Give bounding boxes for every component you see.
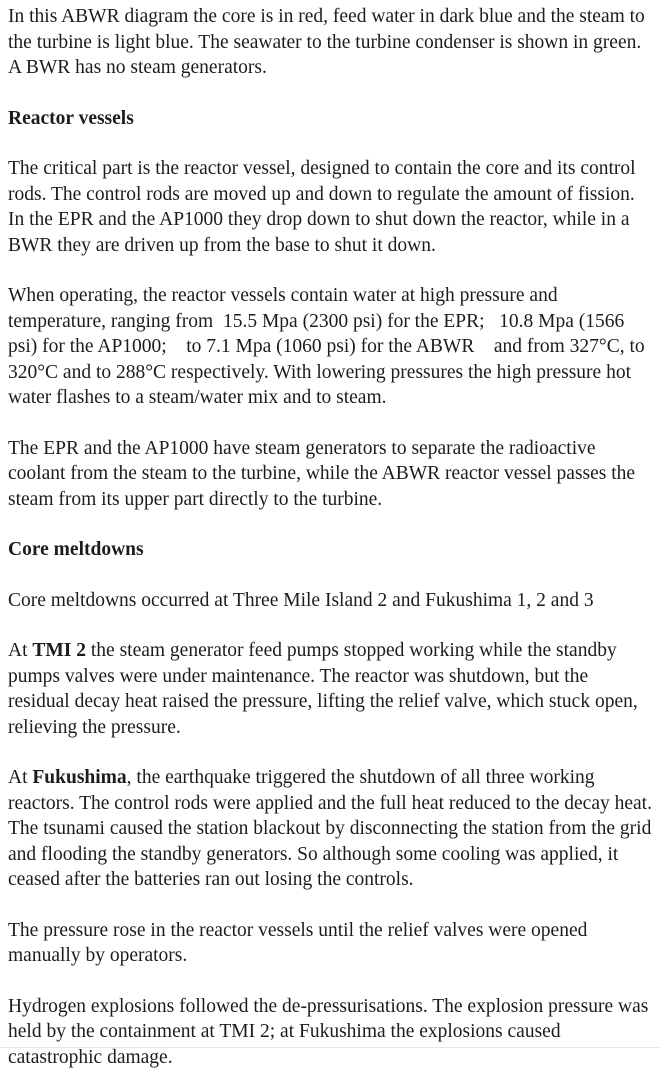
steam-generators-paragraph: The EPR and the AP1000 have steam generators to separate the radioactive coolant from the steam to the turbine, while the ABWR reactor vessel passes the steam from its upper part directly to the turbine. xyxy=(8,436,652,513)
fukushima-paragraph-prefix: At xyxy=(8,767,32,788)
fukushima-paragraph xyxy=(8,765,652,893)
hydrogen-explosions-paragraph: Hydrogen explosions followed the de-pressurisations. The explosion pressure was held by the containment at TMI 2; at Fukushima the explosions caused catastrophic damage. xyxy=(8,994,652,1070)
meltdown-locations-paragraph: Core meltdowns occurred at Three Mile Island 2 and Fukushima 1, 2 and 3 xyxy=(8,588,652,614)
tmi2-bold-term: TMI 2 xyxy=(32,640,86,661)
intro-paragraph: In this ABWR diagram the core is in red, feed water in dark blue and the steam to the turbine is light blue. The seawater to the turbine condenser is shown in green. A BWR has no steam generators. xyxy=(8,4,652,81)
tmi2-paragraph-prefix: At xyxy=(8,640,32,661)
operating-conditions-paragraph: When operating, the reactor vessels contain water at high pressure and temperature, ranging from 15.5 Mpa (2300 psi) for the EPR; 10.8 Mpa (1566 psi) for the AP1000; to 7.1 Mpa (1060 psi) for the ABWR and from 327°C, to 320°C and to 288°C respectively. With lowering pressures the high pressure hot water flashes to a steam/water mix and to steam. xyxy=(8,283,652,411)
tmi2-paragraph xyxy=(8,638,652,740)
pressure-rise-paragraph: The pressure rose in the reactor vessels until the relief valves were opened manually by operators. xyxy=(8,918,652,969)
fukushima-bold-term: Fukushima xyxy=(32,767,126,788)
fukushima-paragraph-rest: , the earthquake triggered the shutdown of all three working reactors. The control rods were applied and the full heat reduced to the decay heat. The tsunami caused the station blackout by disconnecting the station from the grid and flooding the standby generators. So although some cooling was applied, it ceased after the batteries ran out losing the controls. xyxy=(8,767,656,890)
critical-part-paragraph: The critical part is the reactor vessel, designed to contain the core and its control rods. The control rods are moved up and down to regulate the amount of fission. In the EPR and the AP1000 they drop down to shut down the reactor, while in a BWR they are driven up from the base to shut it down. xyxy=(8,156,652,258)
tmi2-paragraph-rest: the steam generator feed pumps stopped working while the standby pumps valves were under maintenance. The reactor was shutdown, but the residual decay heat raised the pressure, lifting the relief valve, which stuck open, relieving the pressure. xyxy=(8,640,643,738)
core-meltdowns-heading: Core meltdowns xyxy=(8,537,652,563)
reactor-vessels-heading: Reactor vessels xyxy=(8,106,652,132)
